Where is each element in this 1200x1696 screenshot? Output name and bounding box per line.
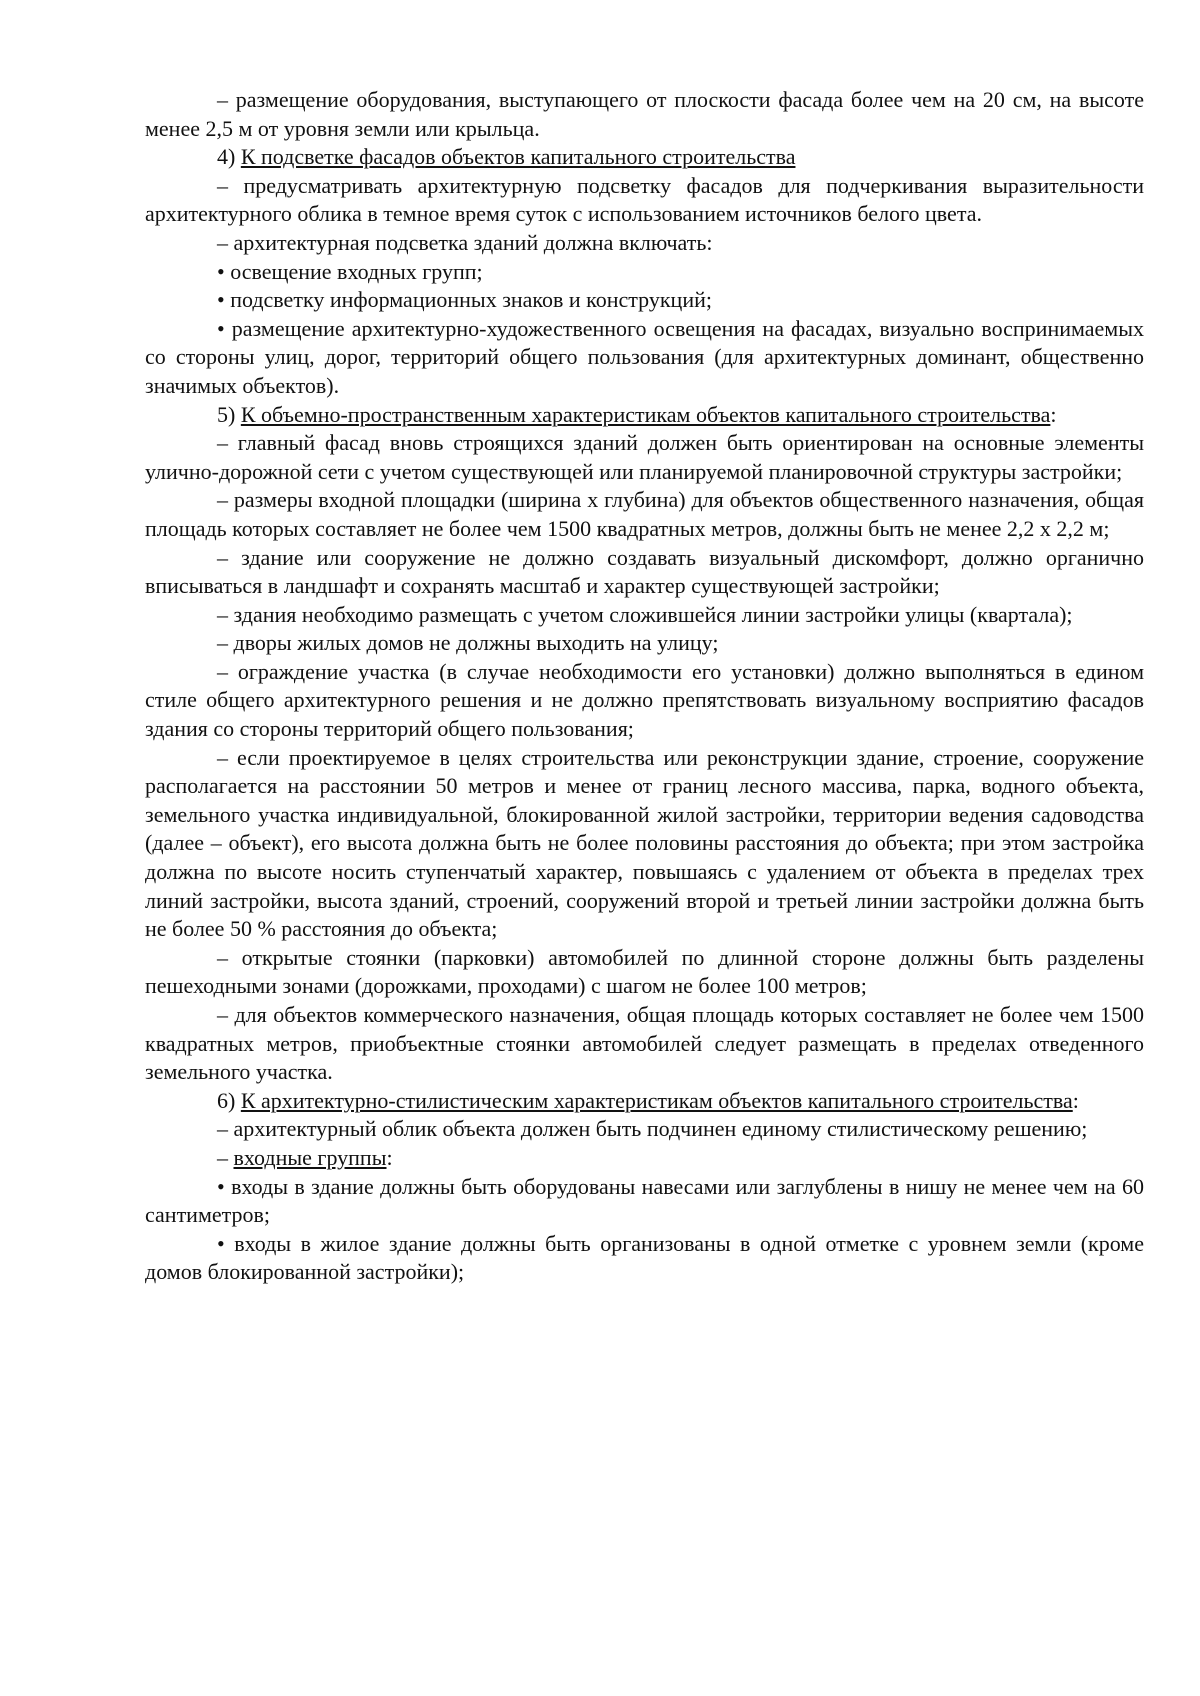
- entrance-groups-label: входные группы: [233, 1144, 387, 1170]
- section-6-heading: [145, 1087, 1144, 1116]
- paragraph-height-limits: – если проектируемое в целях строительства или реконструкции здание, строение, сооружение располагается на расстоянии 50 метров и менее от границ лесного массива, парка, водного объекта, земельного участка индивидуальной, блокированной жилой застройки, территории ведения садоводства (далее – объект), его высота должна быть не более половины расстояния до объекта; при этом застройка должна по высоте носить ступенчатый характер, повышаясь с удалением от объекта в пределах трех линий застройки, высота зданий, строений, сооружений второй и третьей линии застройки должна быть не более 50 % расстояния до объекта;: [145, 744, 1144, 942]
- paragraph-architectural-style: – архитектурный облик объекта должен быть подчинен единому стилистическому решению;: [217, 1116, 1088, 1142]
- bullet-entrance-lighting: • освещение входных групп;: [217, 258, 483, 284]
- paragraph-visual-comfort: – здание или сооружение не должно создавать визуальный дискомфорт, должно органично вписываться в ландшафт и сохранять масштаб и характер существующей застройки;: [145, 544, 1144, 599]
- section-title-suffix: :: [1072, 1087, 1079, 1113]
- paragraph-main-facade: – главный фасад вновь строящихся зданий должен быть ориентирован на основные элементы улично-дорожной сети с учетом существующей или планируемой планировочной структуры застройки;: [145, 430, 1144, 484]
- paragraph-commercial-parking: – для объектов коммерческого назначения, общая площадь которых составляет не более чем 1500 квадратных метров, приобъектные стоянки автомобилей следует размещать в пределах отведенного земельного участка.: [145, 1002, 1144, 1085]
- paragraph-parking-zones: – открытые стоянки (парковки) автомобилей по длинной стороне должны быть разделены пешеходными зонами (дорожками, проходами) с шагом не более 100 метров;: [145, 944, 1144, 999]
- dash-prefix: –: [217, 1144, 234, 1170]
- section-number: 6): [217, 1087, 241, 1113]
- paragraph-lighting-provision: – предусматривать архитектурную подсветку фасадов для подчеркивания выразительности архитектурного облика в темное время суток с использованием источников белого цвета.: [145, 172, 1144, 227]
- document-page: [145, 86, 1144, 1287]
- paragraph-building-line: – здания необходимо размещать с учетом сложившейся линии застройки улицы (квартала);: [217, 601, 1073, 627]
- section-title: К подсветке фасадов объектов капитального строительства: [240, 144, 796, 170]
- entrance-groups-suffix: :: [386, 1144, 393, 1170]
- paragraph-courtyards: – дворы жилых домов не должны выходить на улицу;: [217, 630, 719, 656]
- paragraph-fencing: – ограждение участка (в случае необходимости его установки) должно выполняться в едином стиле общего архитектурного решения и не должно препятствовать визуальному восприятию фасадов здания со стороны территорий общего пользования;: [145, 658, 1144, 742]
- paragraph-entrance-size: – размеры входной площадки (ширина х глубина) для объектов общественного назначения, общая площадь которых составляет не более чем 1500 квадратных метров, должны быть не менее 2,2 х 2,2 м;: [145, 487, 1144, 541]
- bullet-entrance-ground-level: • входы в жилое здание должны быть организованы в одной отметке с уровнем земли (кроме домов блокированной застройки);: [145, 1230, 1144, 1285]
- section-title: К объемно-пространственным характеристикам объектов капитального строительства: [240, 401, 1051, 427]
- bullet-signs-lighting: • подсветку информационных знаков и конструкций;: [217, 287, 712, 313]
- section-4-heading: [145, 143, 1144, 172]
- paragraph-equipment-placement: – размещение оборудования, выступающего от плоскости фасада более чем на 20 см, на высоте менее 2,5 м от уровня земли или крыльца.: [145, 87, 1144, 141]
- section-5-heading: [145, 401, 1144, 430]
- section-title: К архитектурно-стилистическим характеристикам объектов капитального строительства: [240, 1087, 1073, 1113]
- section-number: 5): [217, 401, 241, 427]
- paragraph-lighting-includes: – архитектурная подсветка зданий должна включать:: [217, 229, 713, 255]
- bullet-entrance-canopy: • входы в здание должны быть оборудованы навесами или заглублены в нишу не менее чем на 60 сантиметров;: [145, 1173, 1144, 1228]
- paragraph-entrance-groups: [145, 1144, 1144, 1173]
- section-title-suffix: :: [1050, 401, 1057, 427]
- section-number: 4): [217, 144, 241, 170]
- bullet-facade-lighting: • размещение архитектурно-художественного освещения на фасадах, визуально воспринимаемых со стороны улиц, дорог, территорий общего пользования (для архитектурных доминант, общественно значимых объектов).: [145, 315, 1144, 398]
